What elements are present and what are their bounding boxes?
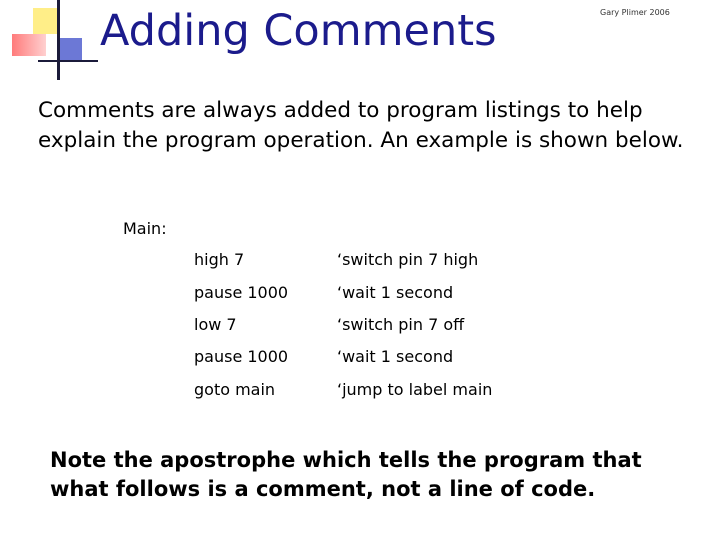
code-comment: ‘wait 1 second [337,283,454,302]
author-credit: Gary Plimer 2006 [600,8,670,17]
slide-title: Adding Comments [100,6,497,56]
code-comment: ‘jump to label main [337,380,493,399]
code-comment: ‘switch pin 7 off [337,315,465,334]
decor-red-square [12,34,46,56]
code-label: Main: [123,219,167,238]
code-line [0,283,720,315]
decor-yellow-square [33,8,59,34]
code-comment: ‘wait 1 second [337,347,454,366]
code-command: pause 1000 [194,347,289,366]
code-command: low 7 [194,315,237,334]
code-line [0,250,720,282]
code-command: high 7 [194,250,245,269]
intro-text: Comments are always added to program listings to help explain the program operation. An example is shown below. [38,98,684,153]
decor-horizontal-line [38,60,98,62]
code-command: pause 1000 [194,283,289,302]
note-text: Note the apostrophe which tells the program that what follows is a comment, not a line of code. [50,448,642,501]
decor-blue-square [58,38,82,62]
code-line [0,315,720,347]
code-command: goto main [194,380,276,399]
code-line [0,380,720,412]
code-comment: ‘switch pin 7 high [337,250,479,269]
code-line [0,347,720,379]
decor-vertical-line [57,0,60,80]
